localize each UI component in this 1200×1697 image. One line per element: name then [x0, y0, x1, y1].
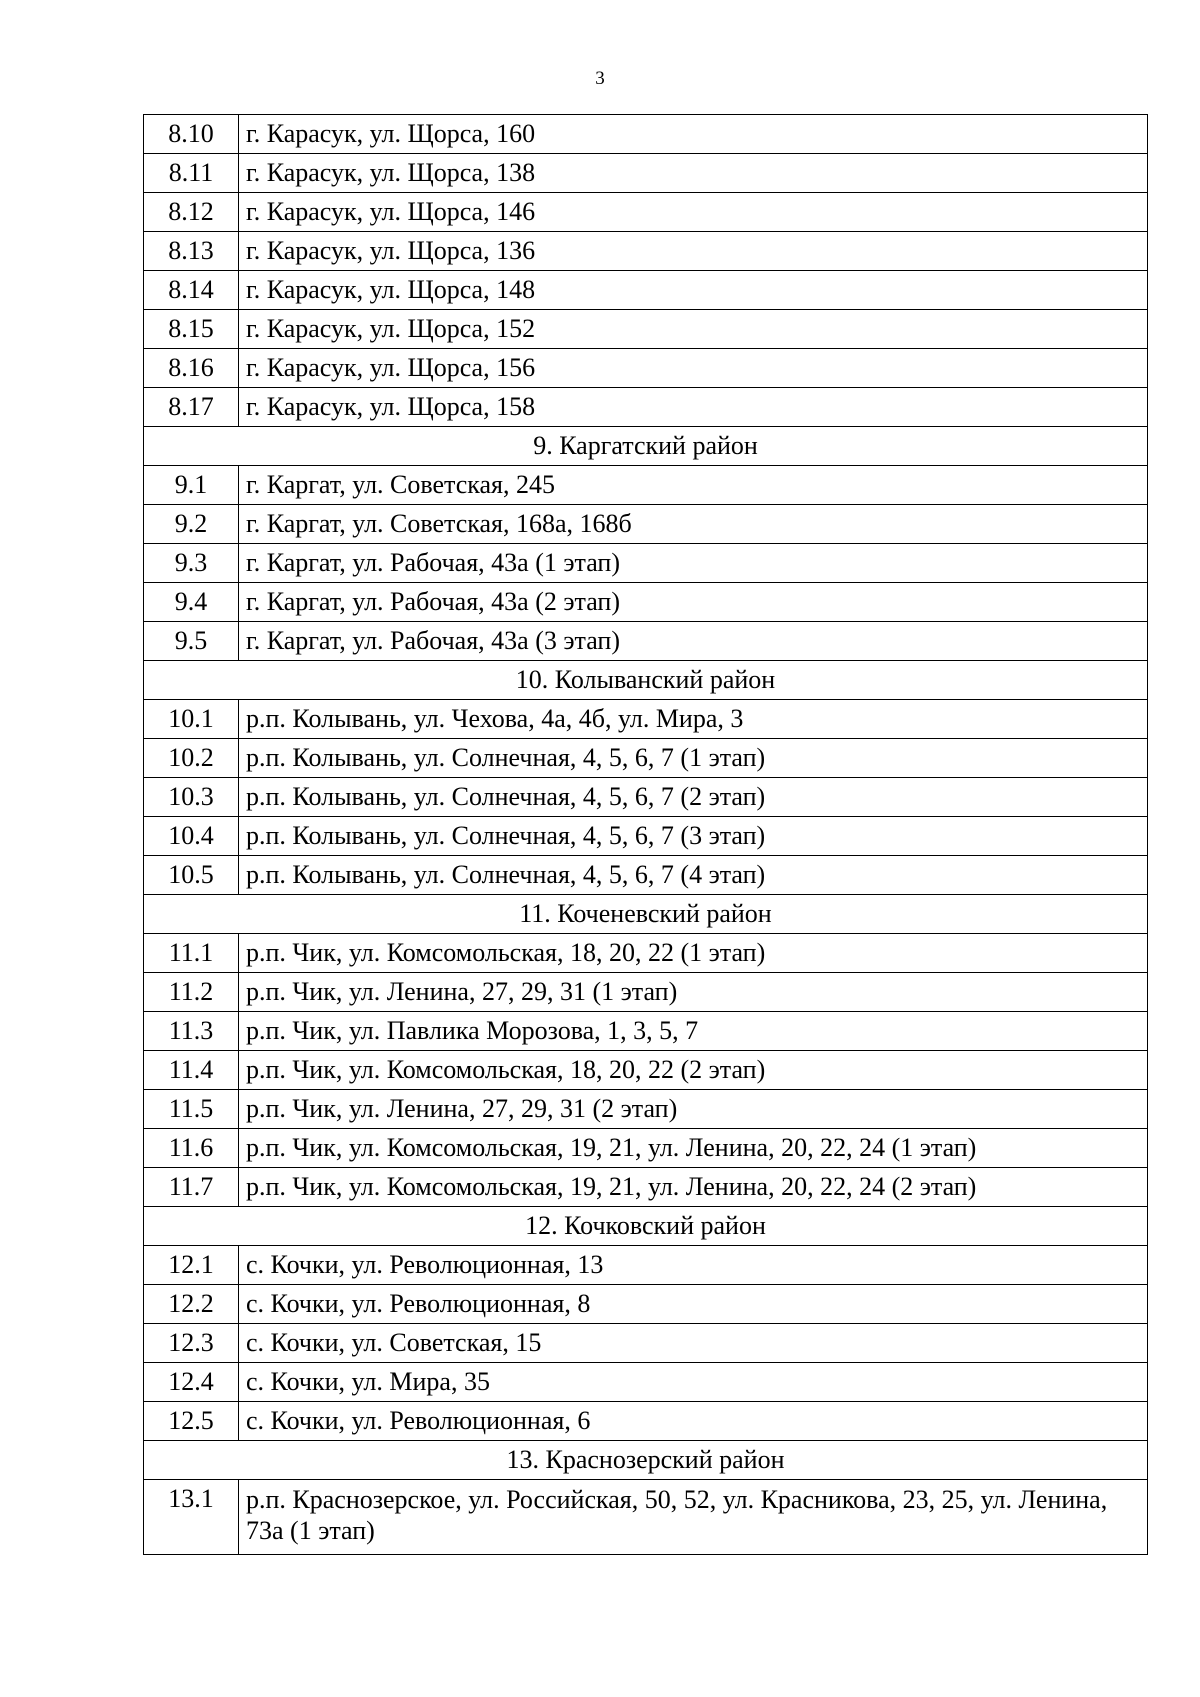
item-address: р.п. Чик, ул. Комсомольская, 18, 20, 22 (2 этап): [239, 1051, 1148, 1090]
item-number: 8.17: [144, 388, 239, 427]
address-table-body: [144, 115, 1148, 1555]
item-number: 10.2: [144, 739, 239, 778]
table-row: [144, 583, 1148, 622]
item-number: 11.3: [144, 1012, 239, 1051]
item-address: р.п. Чик, ул. Комсомольская, 19, 21, ул. Ленина, 20, 22, 24 (1 этап): [239, 1129, 1148, 1168]
table-row: [144, 622, 1148, 661]
table-row: [144, 973, 1148, 1012]
section-title: 11. Коченевский район: [144, 895, 1148, 934]
item-number: 9.3: [144, 544, 239, 583]
item-number: 10.1: [144, 700, 239, 739]
item-address: р.п. Чик, ул. Павлика Морозова, 1, 3, 5, 7: [239, 1012, 1148, 1051]
table-row: [144, 1090, 1148, 1129]
item-number: 8.11: [144, 154, 239, 193]
item-number: 11.5: [144, 1090, 239, 1129]
table-row: [144, 154, 1148, 193]
item-number: 8.13: [144, 232, 239, 271]
item-address: г. Каргат, ул. Рабочая, 43а (3 этап): [239, 622, 1148, 661]
item-address: г. Карасук, ул. Щорса, 136: [239, 232, 1148, 271]
table-row: [144, 1012, 1148, 1051]
item-address: г. Каргат, ул. Советская, 168а, 168б: [239, 505, 1148, 544]
item-address: г. Карасук, ул. Щорса, 138: [239, 154, 1148, 193]
item-address: г. Карасук, ул. Щорса, 148: [239, 271, 1148, 310]
table-row: [144, 739, 1148, 778]
item-number: 9.1: [144, 466, 239, 505]
item-number: 12.1: [144, 1246, 239, 1285]
item-number: 8.12: [144, 193, 239, 232]
item-address: с. Кочки, ул. Революционная, 6: [239, 1402, 1148, 1441]
table-row: [144, 466, 1148, 505]
table-row: [144, 1363, 1148, 1402]
item-number: 12.3: [144, 1324, 239, 1363]
item-number: 10.3: [144, 778, 239, 817]
item-number: 8.16: [144, 349, 239, 388]
table-row: [144, 505, 1148, 544]
item-address: г. Карасук, ул. Щорса, 152: [239, 310, 1148, 349]
item-address: р.п. Чик, ул. Комсомольская, 19, 21, ул. Ленина, 20, 22, 24 (2 этап): [239, 1168, 1148, 1207]
section-title: 9. Каргатский район: [144, 427, 1148, 466]
page-number: 3: [595, 68, 605, 89]
table-row: [144, 115, 1148, 154]
item-address: р.п. Колывань, ул. Солнечная, 4, 5, 6, 7 (3 этап): [239, 817, 1148, 856]
section-header-row: [144, 1441, 1148, 1480]
table-row: [144, 232, 1148, 271]
item-number: 13.1: [144, 1480, 239, 1555]
table-row: [144, 1480, 1148, 1555]
item-address: г. Каргат, ул. Рабочая, 43а (2 этап): [239, 583, 1148, 622]
item-address: р.п. Чик, ул. Ленина, 27, 29, 31 (1 этап): [239, 973, 1148, 1012]
table-row: [144, 1129, 1148, 1168]
section-title: 12. Кочковский район: [144, 1207, 1148, 1246]
item-address: р.п. Чик, ул. Комсомольская, 18, 20, 22 (1 этап): [239, 934, 1148, 973]
item-address: г. Карасук, ул. Щорса, 158: [239, 388, 1148, 427]
address-table: [143, 114, 1148, 1555]
item-number: 11.6: [144, 1129, 239, 1168]
item-number: 11.2: [144, 973, 239, 1012]
item-address: р.п. Колывань, ул. Чехова, 4а, 4б, ул. Мира, 3: [239, 700, 1148, 739]
item-address: р.п. Колывань, ул. Солнечная, 4, 5, 6, 7 (2 этап): [239, 778, 1148, 817]
table-row: [144, 1246, 1148, 1285]
table-row: [144, 778, 1148, 817]
item-number: 11.4: [144, 1051, 239, 1090]
item-address: с. Кочки, ул. Советская, 15: [239, 1324, 1148, 1363]
item-address: г. Карасук, ул. Щорса, 160: [239, 115, 1148, 154]
item-address: г. Карасук, ул. Щорса, 156: [239, 349, 1148, 388]
table-row: [144, 1168, 1148, 1207]
item-number: 12.5: [144, 1402, 239, 1441]
item-address: р.п. Колывань, ул. Солнечная, 4, 5, 6, 7 (1 этап): [239, 739, 1148, 778]
item-address: с. Кочки, ул. Мира, 35: [239, 1363, 1148, 1402]
table-row: [144, 817, 1148, 856]
item-number: 10.4: [144, 817, 239, 856]
item-number: 8.14: [144, 271, 239, 310]
table-row: [144, 1402, 1148, 1441]
item-number: 11.1: [144, 934, 239, 973]
item-number: 8.10: [144, 115, 239, 154]
item-number: 9.4: [144, 583, 239, 622]
table-row: [144, 934, 1148, 973]
item-address: р.п. Краснозерское, ул. Российская, 50, 52, ул. Красникова, 23, 25, ул. Ленина, 73а (1 этап): [239, 1480, 1148, 1555]
table-row: [144, 1324, 1148, 1363]
section-title: 13. Краснозерский район: [144, 1441, 1148, 1480]
item-number: 11.7: [144, 1168, 239, 1207]
item-address: г. Карасук, ул. Щорса, 146: [239, 193, 1148, 232]
table-row: [144, 310, 1148, 349]
table-row: [144, 856, 1148, 895]
item-address: с. Кочки, ул. Революционная, 13: [239, 1246, 1148, 1285]
table-row: [144, 271, 1148, 310]
table-row: [144, 388, 1148, 427]
item-address: р.п. Колывань, ул. Солнечная, 4, 5, 6, 7 (4 этап): [239, 856, 1148, 895]
item-number: 10.5: [144, 856, 239, 895]
section-header-row: [144, 427, 1148, 466]
item-number: 9.5: [144, 622, 239, 661]
table-row: [144, 193, 1148, 232]
table-row: [144, 1051, 1148, 1090]
item-number: 8.15: [144, 310, 239, 349]
item-address: г. Каргат, ул. Советская, 245: [239, 466, 1148, 505]
item-number: 12.2: [144, 1285, 239, 1324]
item-number: 9.2: [144, 505, 239, 544]
item-address: с. Кочки, ул. Революционная, 8: [239, 1285, 1148, 1324]
section-title: 10. Колыванский район: [144, 661, 1148, 700]
item-address: г. Каргат, ул. Рабочая, 43а (1 этап): [239, 544, 1148, 583]
section-header-row: [144, 661, 1148, 700]
table-row: [144, 544, 1148, 583]
table-row: [144, 349, 1148, 388]
table-row: [144, 1285, 1148, 1324]
item-number: 12.4: [144, 1363, 239, 1402]
item-address: р.п. Чик, ул. Ленина, 27, 29, 31 (2 этап): [239, 1090, 1148, 1129]
table-row: [144, 700, 1148, 739]
section-header-row: [144, 895, 1148, 934]
section-header-row: [144, 1207, 1148, 1246]
